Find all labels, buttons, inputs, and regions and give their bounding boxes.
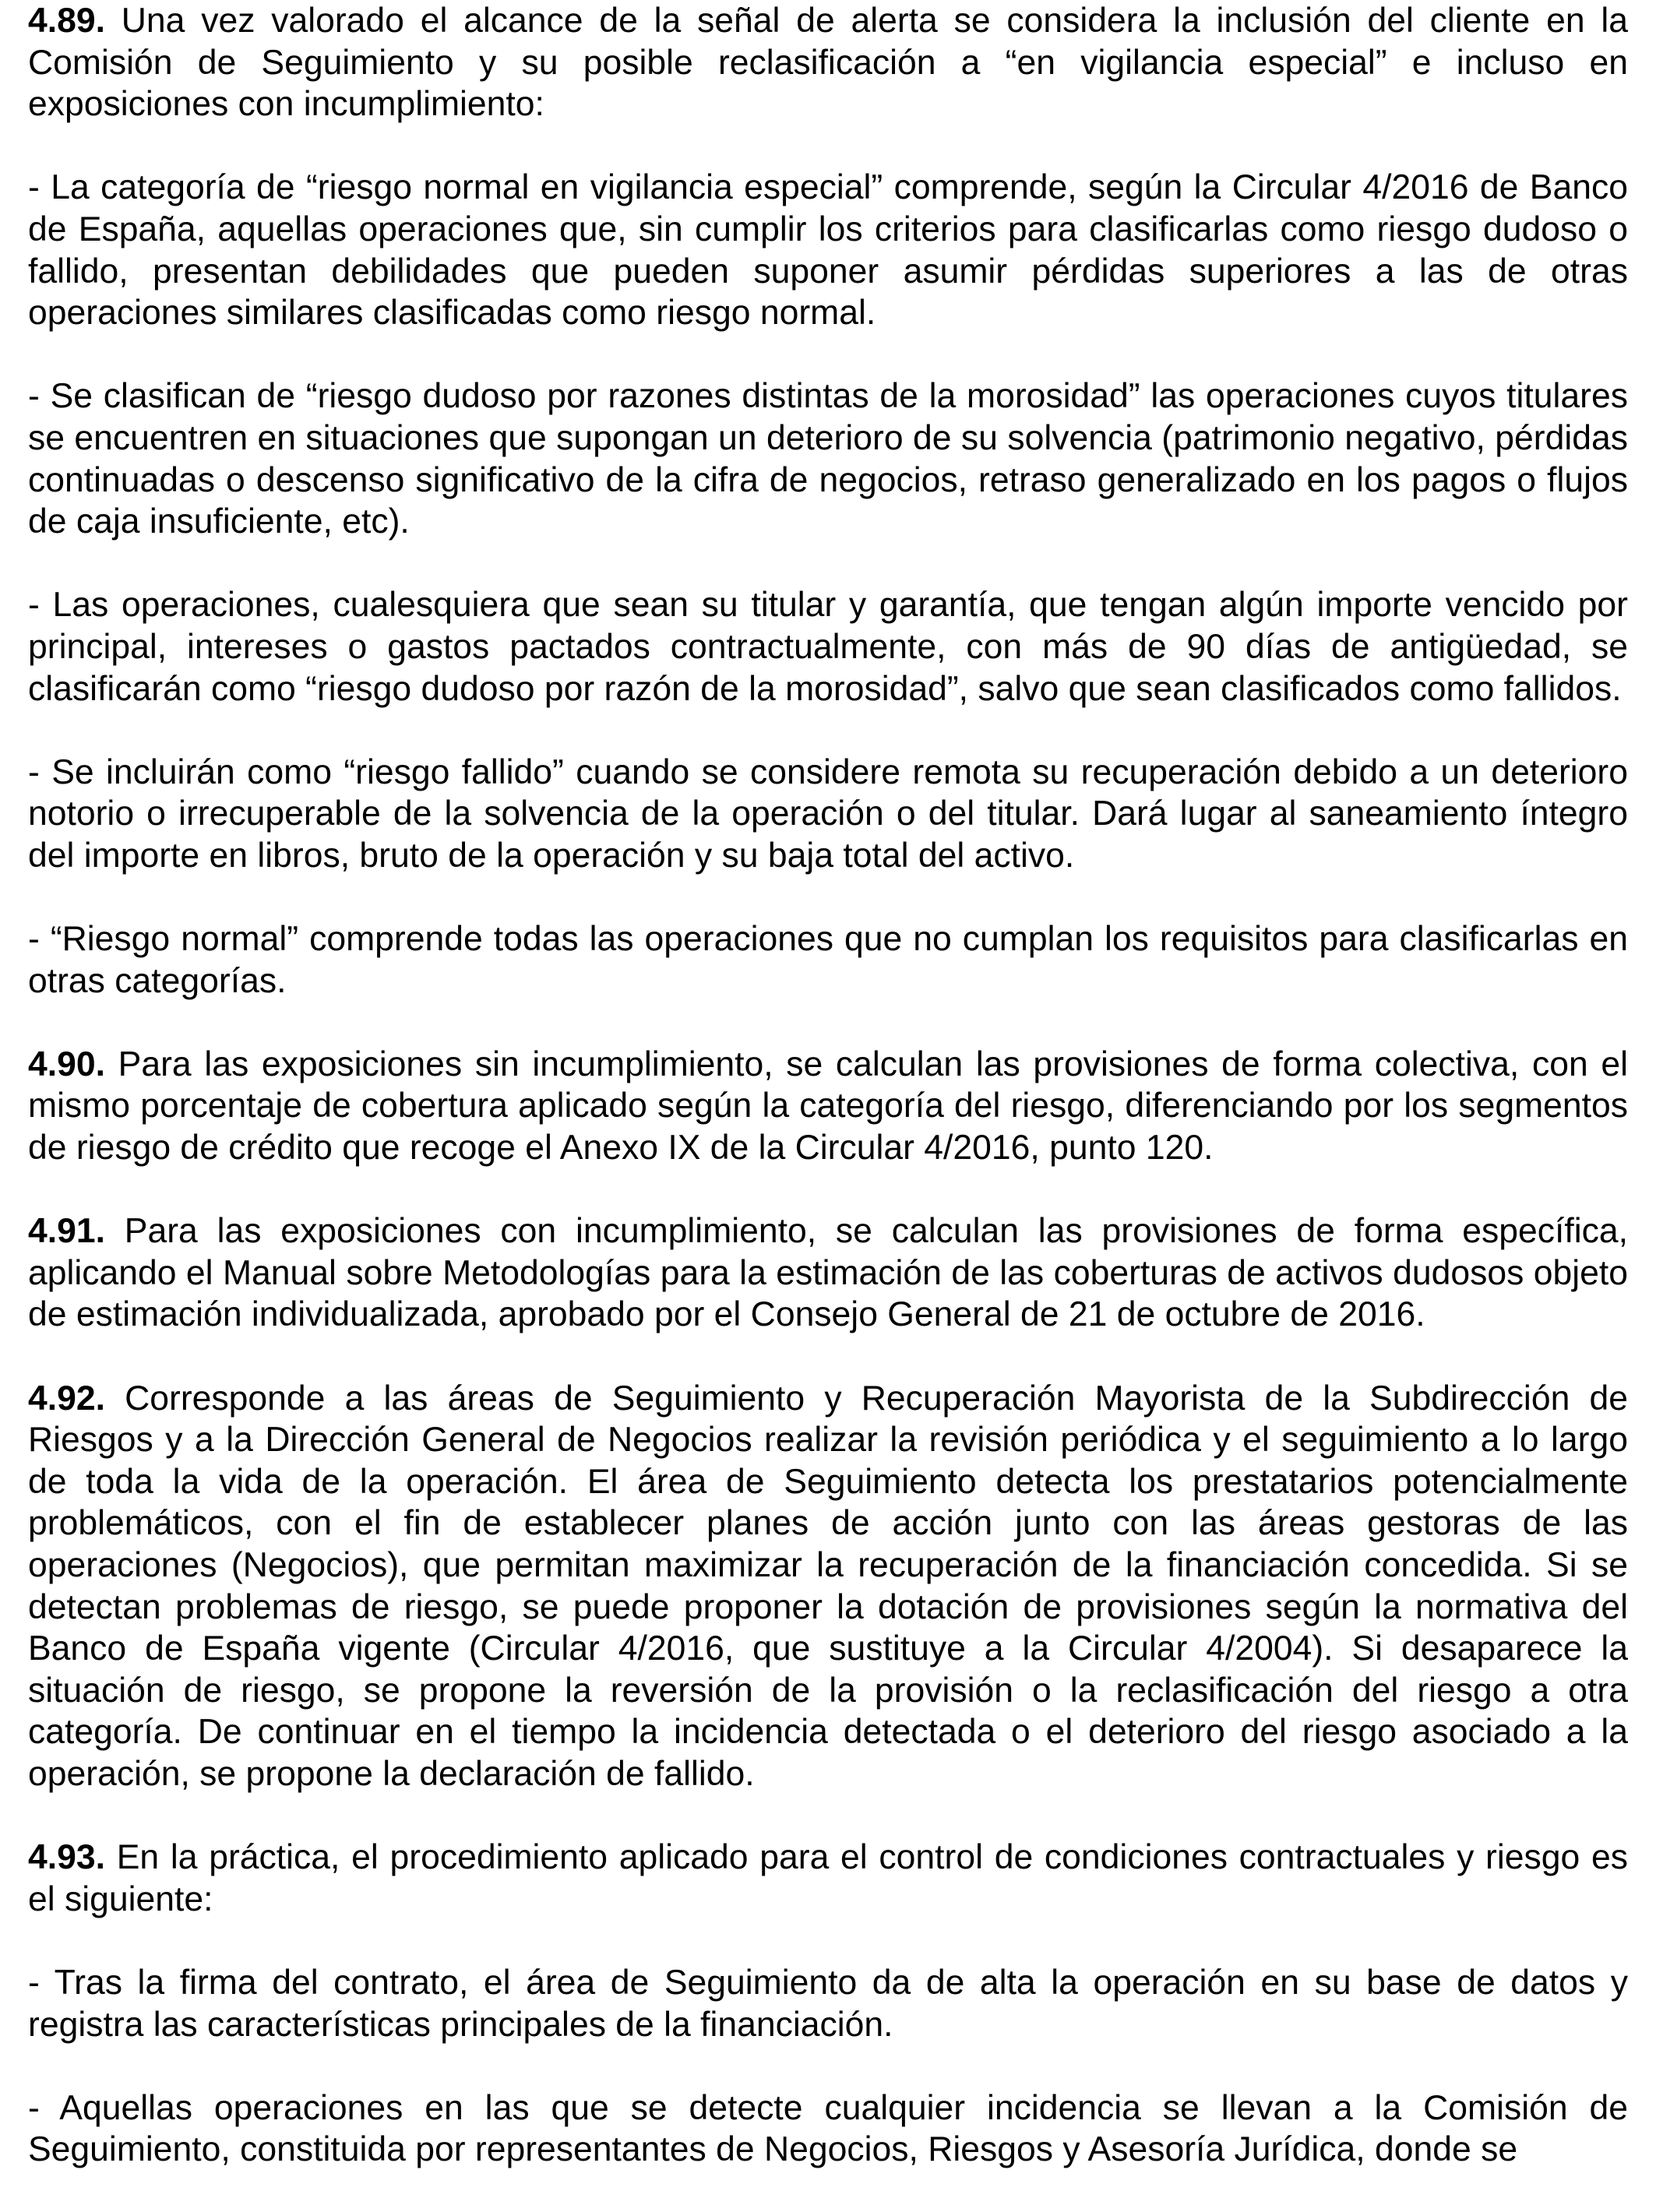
paragraph-number: 4.93. bbox=[28, 1838, 105, 1877]
paragraph-vigilancia-especial bbox=[28, 167, 1628, 333]
paragraph-text: - Se clasifican de “riesgo dudoso por razones distintas de la morosidad” las operaciones cuyos titulares se encuentren en situaciones que supongan un deterioro de su solvencia (patrimonio negativo, pérdidas continuadas o descenso significativo de la cifra de negocios, retraso generalizado en los pagos o flujos de caja insuficiente, etc). bbox=[28, 377, 1628, 541]
paragraph-number: 4.90. bbox=[28, 1044, 105, 1083]
paragraph-text: - “Riesgo normal” comprende todas las operaciones que no cumplan los requisitos para clasificarlas en otras categorías. bbox=[28, 920, 1628, 1000]
paragraph-dudoso-no-morosidad bbox=[28, 375, 1628, 542]
paragraph-text: En la práctica, el procedimiento aplicado para el control de condiciones contractuales y riesgo es el siguiente: bbox=[28, 1838, 1628, 1918]
paragraph-number: 4.89. bbox=[28, 2, 105, 40]
paragraph-number: 4.91. bbox=[28, 1212, 105, 1251]
paragraph-text: - Aquellas operaciones en las que se detecte cualquier incidencia se llevan a la Comisión de Seguimiento, constituida por representantes de Negocios, Riesgos y Asesoría Jurídica, donde se bbox=[28, 2088, 1628, 2169]
paragraph-text: Para las exposiciones con incumplimiento, se calculan las provisiones de forma específica, aplicando el Manual sobre Metodologías para la estimación de las coberturas de activos dudosos objeto de estimación individualizada, aprobado por el Consejo General de 21 de octubre de 2016. bbox=[28, 1212, 1628, 1334]
paragraph-4-92 bbox=[28, 1378, 1628, 1795]
paragraph-riesgo-fallido bbox=[28, 752, 1628, 877]
paragraph-firma-contrato bbox=[28, 1962, 1628, 2045]
paragraph-4-93 bbox=[28, 1837, 1628, 1920]
paragraph-text: - Tras la firma del contrato, el área de Seguimiento da de alta la operación en su base de datos y registra las características principales de la financiación. bbox=[28, 1963, 1628, 2044]
paragraph-number: 4.92. bbox=[28, 1379, 105, 1418]
paragraph-comision-seguimiento bbox=[28, 2087, 1628, 2171]
paragraph-4-91 bbox=[28, 1210, 1628, 1336]
paragraph-text: - Se incluirán como “riesgo fallido” cuando se considere remota su recuperación debido a un deterioro notorio o irrecuperable de la solvencia de la operación o del titular. Dará lugar al saneamiento íntegro del importe en libros, bruto de la operación y su baja total del activo. bbox=[28, 752, 1628, 875]
paragraph-dudoso-morosidad bbox=[28, 584, 1628, 710]
paragraph-text: - Las operaciones, cualesquiera que sean su titular y garantía, que tengan algún importe vencido por principal, intereses o gastos pactados contractualmente, con más de 90 días de antigüedad, se clasificarán como “riesgo dudoso por razón de la morosidad”, salvo que sean clasificados como fallidos. bbox=[28, 586, 1628, 708]
paragraph-text: - La categoría de “riesgo normal en vigilancia especial” comprende, según la Circular 4/2016 de Banco de España, aquellas operaciones que, sin cumplir los criterios para clasificarlas como riesgo dudoso o fallido, presentan debilidades que pueden suponer asumir pérdidas superiores a las de otras operaciones similares clasificadas como riesgo normal. bbox=[28, 168, 1628, 333]
document-page bbox=[28, 0, 1628, 2212]
paragraph-4-90 bbox=[28, 1044, 1628, 1169]
paragraph-4-89 bbox=[28, 0, 1628, 125]
paragraph-text: Una vez valorado el alcance de la señal de alerta se considera la inclusión del cliente en la Comisión de Seguimiento y su posible reclasificación a “en vigilancia especial” e incluso en exposiciones con incumplimiento: bbox=[28, 2, 1628, 124]
paragraph-text: Para las exposiciones sin incumplimiento, se calculan las provisiones de forma colectiva, con el mismo porcentaje de cobertura aplicado según la categoría del riesgo, diferenciando por los segmentos de riesgo de crédito que recoge el Anexo IX de la Circular 4/2016, punto 120. bbox=[28, 1044, 1628, 1168]
paragraph-riesgo-normal bbox=[28, 918, 1628, 1002]
paragraph-text: Corresponde a las áreas de Seguimiento y Recuperación Mayorista de la Subdirección de Riesgos y a la Dirección General de Negocios realizar la revisión periódica y el seguimiento a lo largo de toda la vida de la operación. El área de Seguimiento detecta los prestatarios potencialmente problemáticos, con el fin de establecer planes de acción junto con las áreas gestoras de las operaciones (Negocios), que permitan maximizar la recuperación de la financiación concedida. Si se detectan problemas de riesgo, se puede proponer la dotación de provisiones según la normativa del Banco de España vigente (Circular 4/2016, que sustituye a la Circular 4/2004). Si desaparece la situación de riesgo, se propone la reversión de la provisión o la reclasificación del riesgo a otra categoría. De continuar en el tiempo la incidencia detectada o el deterioro del riesgo asociado a la operación, se propone la declaración de fallido. bbox=[28, 1379, 1628, 1793]
